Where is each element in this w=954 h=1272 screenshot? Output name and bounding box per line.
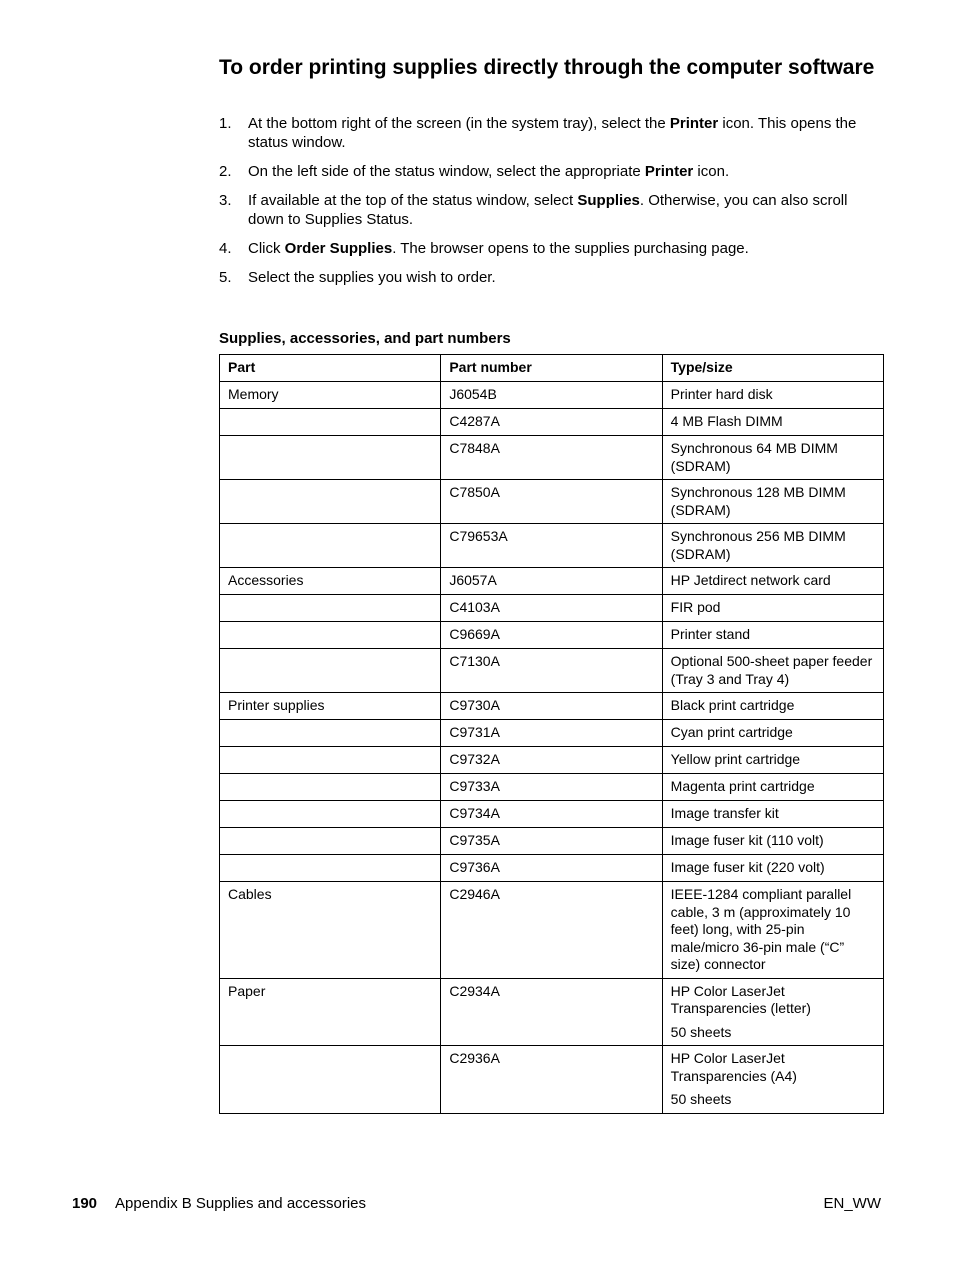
cell-type-paragraph: Image fuser kit (110 volt): [670, 832, 824, 848]
cell-part: [220, 436, 441, 480]
step-item: [219, 162, 869, 181]
step-item: [219, 191, 869, 229]
step-number: 1.: [219, 115, 232, 132]
cell-type-size: [662, 855, 883, 882]
cell-type-paragraph: IEEE-1284 compliant parallel cable, 3 m (approximately 10 feet) long, with 25-pin male/micro 36-pin male (“C” size) connector: [670, 886, 852, 972]
cell-part: [220, 720, 441, 747]
cell-type-paragraph: Synchronous 128 MB DIMM (SDRAM): [670, 484, 846, 518]
step-text: icon. This opens the status window.: [248, 115, 857, 151]
cell-part-number: C9733A: [441, 774, 662, 801]
cell-part: [220, 1046, 441, 1114]
step-item: [219, 114, 869, 152]
cell-type-paragraph: Printer hard disk: [670, 386, 773, 402]
cell-type-paragraph: Image fuser kit (220 volt): [670, 859, 825, 875]
step-item: [219, 239, 869, 258]
table-row: [220, 595, 884, 622]
cell-part-number: C4287A: [441, 409, 662, 436]
page-footer-left: [72, 1194, 366, 1213]
cell-type-paragraph: Black print cartridge: [670, 697, 795, 713]
cell-part-number: C7130A: [441, 649, 662, 693]
cell-type-paragraph: HP Color LaserJet Transparencies (A4): [670, 1050, 797, 1084]
cell-part: Memory: [220, 382, 441, 409]
cell-part-number: C9669A: [441, 622, 662, 649]
header-type-size: Type/size: [662, 355, 883, 382]
cell-part: [220, 774, 441, 801]
cell-part-number: C2946A: [441, 882, 662, 979]
step-ui-term: Printer: [644, 163, 694, 180]
cell-type-paragraph: HP Jetdirect network card: [670, 572, 831, 588]
table-row: [220, 801, 884, 828]
cell-part: [220, 855, 441, 882]
step-ui-term: Order Supplies: [284, 240, 393, 257]
cell-type-size: [662, 436, 883, 480]
cell-type-size: [662, 382, 883, 409]
cell-type-size: [662, 480, 883, 524]
step-text: Select the supplies you wish to order.: [248, 269, 496, 286]
cell-type-paragraph: 50 sheets: [670, 1091, 732, 1107]
step-number: 4.: [219, 240, 232, 257]
parts-table: [219, 354, 884, 1114]
table-row: [220, 524, 884, 568]
cell-part: [220, 828, 441, 855]
cell-type-paragraph: 4 MB Flash DIMM: [670, 413, 783, 429]
step-ui-term: Printer: [669, 115, 719, 132]
footer-edition: EN_WW: [823, 1195, 881, 1212]
cell-part: [220, 595, 441, 622]
cell-type-paragraph: Optional 500-sheet paper feeder (Tray 3 and Tray 4): [670, 653, 873, 687]
cell-part-number: C9731A: [441, 720, 662, 747]
cell-part: Accessories: [220, 568, 441, 595]
step-text: . Otherwise, you can also scroll down to Supplies Status.: [248, 192, 848, 228]
cell-part-number: C9730A: [441, 693, 662, 720]
cell-part: [220, 747, 441, 774]
cell-part: [220, 649, 441, 693]
cell-type-paragraph: Magenta print cartridge: [670, 778, 815, 794]
cell-part-number: C7848A: [441, 436, 662, 480]
table-header-row: [220, 355, 884, 382]
cell-part-number: C7850A: [441, 480, 662, 524]
cell-type-size: [662, 882, 883, 979]
cell-part: Printer supplies: [220, 693, 441, 720]
cell-type-size: [662, 828, 883, 855]
table-body: [220, 382, 884, 1114]
table-row: [220, 747, 884, 774]
table-row: [220, 409, 884, 436]
cell-type-paragraph: Synchronous 64 MB DIMM (SDRAM): [670, 440, 838, 474]
table-row: [220, 774, 884, 801]
cell-type-size: [662, 801, 883, 828]
table-row: [220, 855, 884, 882]
cell-part-number: C79653A: [441, 524, 662, 568]
cell-type-size: [662, 1046, 883, 1114]
table-row: [220, 978, 884, 1046]
footer-section: Appendix B Supplies and accessories: [115, 1195, 367, 1212]
cell-part: [220, 409, 441, 436]
cell-part: Cables: [220, 882, 441, 979]
cell-part-number: C4103A: [441, 595, 662, 622]
cell-type-paragraph: 50 sheets: [670, 1023, 732, 1040]
cell-part: Paper: [220, 978, 441, 1046]
instruction-steps: [219, 114, 869, 297]
cell-type-paragraph: FIR pod: [670, 599, 721, 615]
cell-type-paragraph: Synchronous 256 MB DIMM (SDRAM): [670, 528, 846, 562]
table-row: [220, 828, 884, 855]
cell-type-size: [662, 693, 883, 720]
table-row: [220, 693, 884, 720]
step-text: Click: [248, 240, 285, 257]
cell-type-paragraph: HP Color LaserJet Transparencies (letter): [670, 982, 811, 1016]
cell-type-size: [662, 978, 883, 1046]
page-number: 190: [72, 1195, 98, 1212]
cell-type-paragraph: Cyan print cartridge: [670, 724, 793, 740]
step-number: 3.: [219, 192, 232, 209]
cell-part: [220, 480, 441, 524]
cell-type-size: [662, 595, 883, 622]
table-row: [220, 480, 884, 524]
step-text: On the left side of the status window, select the appropriate: [248, 163, 645, 180]
cell-type-size: [662, 649, 883, 693]
cell-part-number: C2934A: [441, 978, 662, 1046]
cell-part-number: C9736A: [441, 855, 662, 882]
cell-type-size: [662, 409, 883, 436]
step-text: . The browser opens to the supplies purchasing page.: [392, 240, 749, 257]
cell-type-paragraph: Printer stand: [670, 626, 751, 642]
header-part-number: Part number: [441, 355, 662, 382]
cell-part-number: C9735A: [441, 828, 662, 855]
table-row: [220, 1046, 884, 1114]
page-heading: To order printing supplies directly through the computer software: [219, 56, 875, 79]
table-caption: Supplies, accessories, and part numbers: [219, 330, 511, 347]
step-item: [219, 268, 869, 287]
step-number: 5.: [219, 269, 232, 286]
cell-type-size: [662, 720, 883, 747]
cell-type-size: [662, 568, 883, 595]
table-row: [220, 568, 884, 595]
table-row: [220, 882, 884, 979]
table-row: [220, 622, 884, 649]
cell-type-size: [662, 747, 883, 774]
table-row: [220, 649, 884, 693]
header-part: Part: [220, 355, 441, 382]
step-text: icon.: [693, 163, 730, 180]
cell-part-number: C9732A: [441, 747, 662, 774]
cell-part: [220, 801, 441, 828]
table-row: [220, 436, 884, 480]
cell-type-size: [662, 774, 883, 801]
cell-part: [220, 622, 441, 649]
cell-part-number: C2936A: [441, 1046, 662, 1114]
step-number: 2.: [219, 163, 232, 180]
step-text: If available at the top of the status window, select: [248, 192, 578, 209]
step-ui-term: Supplies: [577, 192, 640, 209]
cell-part-number: J6054B: [441, 382, 662, 409]
cell-type-paragraph: Image transfer kit: [670, 805, 779, 821]
cell-part: [220, 524, 441, 568]
table-row: [220, 382, 884, 409]
table-row: [220, 720, 884, 747]
cell-type-size: [662, 622, 883, 649]
cell-type-paragraph: Yellow print cartridge: [670, 751, 801, 767]
step-text: At the bottom right of the screen (in the system tray), select the: [248, 115, 670, 132]
cell-part-number: J6057A: [441, 568, 662, 595]
cell-type-size: [662, 524, 883, 568]
cell-part-number: C9734A: [441, 801, 662, 828]
